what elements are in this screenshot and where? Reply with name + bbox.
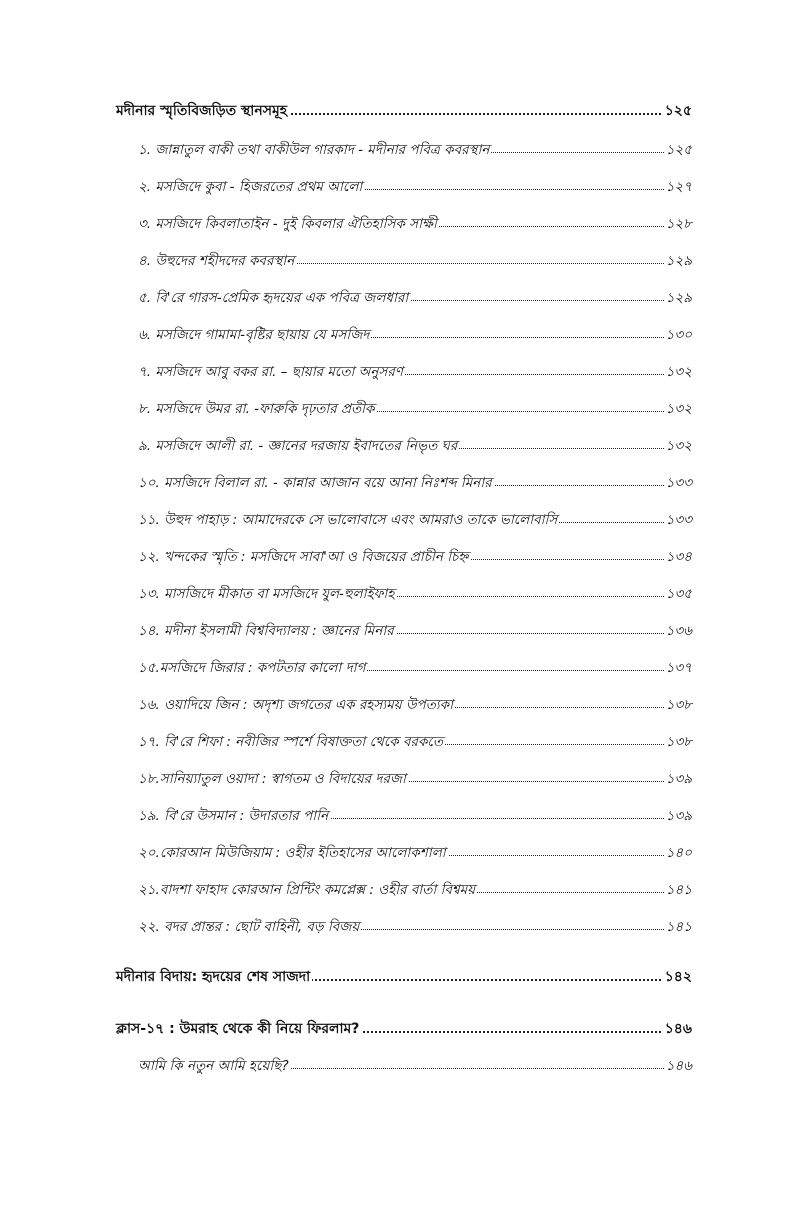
toc-entry	[0, 914, 792, 940]
page-number: ১৪০	[664, 840, 692, 866]
heading-title: ক্লাস-১৭ : উমরাহ থেকে কী নিয়ে ফিরলাম?	[116, 1016, 361, 1042]
entry-label: ১. জান্নাতুল বাকী তথা বাকীউল গারকাদ - মদীনার পবিত্র কবরস্থান	[138, 137, 491, 163]
entry-label: ১৪. মদীনা ইসলামী বিশ্ববিদ্যালয় : জ্ঞানের মিনার	[138, 618, 396, 644]
toc-entry	[0, 433, 792, 459]
page-number: ১৩৩	[664, 470, 692, 496]
toc-entry	[0, 877, 792, 903]
toc-entry	[0, 618, 792, 644]
entry-label: ১২. খন্দকের স্মৃতি : মসজিদে সাবা'আ ও বিজয়ের প্রাচীন চিহ্ন	[138, 544, 470, 570]
page-number: ১২৭	[664, 174, 692, 200]
page-number: ১৩৮	[664, 729, 692, 755]
page-number: ১২৯	[664, 285, 692, 311]
page-number: ১৪৬	[664, 1053, 692, 1079]
page-number: ১৩৯	[664, 766, 692, 792]
entry-label: ৪. উহুদের শহীদদের কবরস্থান	[138, 248, 296, 274]
toc-entry	[0, 174, 792, 200]
page-number: ১৩৬	[664, 618, 692, 644]
toc-entry	[0, 766, 792, 792]
entry-label: ১৬. ওয়াদিয়ে জিন : অদৃশ্য জগতের এক রহস্যময় উপত্যকা	[138, 692, 455, 718]
page-number: ১৩৭	[664, 655, 692, 681]
toc-entry	[0, 137, 792, 163]
entry-label: ১৮.সানিয়্যাতুল ওয়াদা : স্বাগতম ও বিদায়ের দরজা	[138, 766, 408, 792]
toc-entry	[0, 470, 792, 496]
entry-label: ২. মসজিদে কুবা - হিজরতের প্রথম আলো	[138, 174, 364, 200]
toc-entry	[0, 729, 792, 755]
entry-label: ২০.কোরআন মিউজিয়াম : ওহীর ইতিহাসের আলোকশালা	[138, 840, 448, 866]
entry-label: ১৭. বি'রে শিফা : নবীজির স্পর্শে বিষাক্ততা থেকে বরকতে	[138, 729, 445, 755]
page-number: ১৩৩	[664, 507, 692, 533]
page-number: ১৪১	[664, 877, 692, 903]
entry-label: ৬. মসজিদে গামামা-বৃষ্টির ছায়ায় যে মসজিদ	[138, 322, 371, 348]
toc-entry	[0, 285, 792, 311]
toc-entry	[0, 840, 792, 866]
toc-entry	[0, 507, 792, 533]
entry-label: ১০. মসজিদে বিলাল রা. - কান্নার আজান বয়ে আনা নিঃশব্দ মিনার	[138, 470, 494, 496]
toc-entry	[0, 655, 792, 681]
toc-entry	[0, 544, 792, 570]
toc-entry	[0, 248, 792, 274]
page-number: ১৩৪	[664, 544, 692, 570]
entry-label: ৮. মসজিদে উমর রা. -ফারুকি দৃঢ়তার প্রতীক	[138, 396, 377, 422]
entry-label: ৫. বি'রে গারস-প্রেমিক হৃদয়ের এক পবিত্র জলধারা	[138, 285, 410, 311]
toc-entry	[0, 692, 792, 718]
page-number: ১৩২	[664, 433, 692, 459]
heading-title: মদীনার বিদায়: হৃদয়ের শেষ সাজদা	[116, 964, 312, 990]
page-number: ১২৫	[664, 137, 692, 163]
entry-label: ২২. বদর প্রান্তর : ছোট বাহিনী, বড় বিজয়	[138, 914, 361, 940]
toc-heading	[0, 98, 792, 124]
entry-label: আমি কি নতুন আমি হয়েছি?	[138, 1053, 291, 1079]
page-number: ১৪১	[664, 914, 692, 940]
page-number: ১২৫	[663, 98, 692, 124]
toc-heading	[0, 964, 792, 990]
toc-entry	[0, 211, 792, 237]
toc-entry	[0, 803, 792, 829]
page-number: ১৩২	[664, 359, 692, 385]
toc-entry	[0, 581, 792, 607]
entry-label: ২১.বাদশা ফাহাদ কোরআন প্রিন্টিং কমপ্লেক্স : ওহীর বার্তা বিশ্বময়	[138, 877, 477, 903]
entry-label: ১১. উহুদ পাহাড় : আমাদেরকে সে ভালোবাসে এবং আমরাও তাকে ভালোবাসি	[138, 507, 559, 533]
page-number: ১৪৬	[663, 1016, 692, 1042]
page-number: ১২৮	[664, 211, 692, 237]
page-number: ১৩৫	[664, 581, 692, 607]
entry-label: ১৫.মসজিদে জিরার : কপটতার কালো দাগ	[138, 655, 367, 681]
toc-entry	[0, 396, 792, 422]
entry-label: ১৩. মাসজিদে মীকাত বা মসজিদে যুল-হুলাইফাহ	[138, 581, 396, 607]
heading-title: মদীনার স্মৃতিবিজড়িত স্থানসমূহ	[116, 98, 289, 124]
toc-entry	[0, 359, 792, 385]
entry-label: ৩. মসজিদে কিবলাতাইন - দুই কিবলার ঐতিহাসিক সাক্ষী	[138, 211, 439, 237]
page-number: ১৪২	[663, 964, 692, 990]
page-number: ১৩৯	[664, 803, 692, 829]
entry-label: ১৯. বি'রে উসমান : উদারতার পানি	[138, 803, 330, 829]
toc-entry	[0, 322, 792, 348]
entry-label: ৯. মসজিদে আলী রা. - জ্ঞানের দরজায় ইবাদতের নিভৃত ঘর	[138, 433, 459, 459]
entry-label: ৭. মসজিদে আবু বকর রা. – ছায়ার মতো অনুসরণ	[138, 359, 405, 385]
page-number: ১২৯	[664, 248, 692, 274]
toc-entry	[0, 1053, 792, 1079]
page-number: ১৩২	[664, 396, 692, 422]
page-number: ১৩০	[664, 322, 692, 348]
toc-heading	[0, 1016, 792, 1042]
page-number: ১৩৮	[664, 692, 692, 718]
